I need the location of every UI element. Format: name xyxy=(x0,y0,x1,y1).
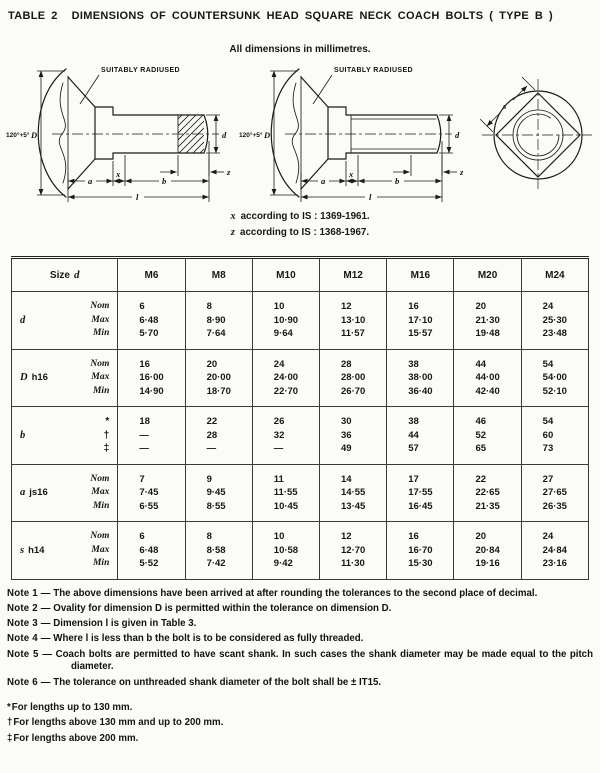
caption-z-var: z xyxy=(230,227,236,238)
technical-drawings xyxy=(0,55,600,209)
square-neck xyxy=(95,107,113,159)
value: 18 xyxy=(139,416,150,427)
sub-label: Max xyxy=(91,544,110,555)
shank-diameter-label: d xyxy=(455,130,460,140)
head-angle-label: 120°+5° xyxy=(6,132,30,139)
value: 7·42 xyxy=(206,558,226,569)
dim-x-label: x xyxy=(349,169,354,179)
value: 7 xyxy=(139,473,145,485)
value: — xyxy=(273,443,284,454)
value-cell xyxy=(118,522,185,580)
note-text: Where l is less than b the bolt is to be considered as fully threaded. xyxy=(53,633,364,645)
dim-l-label: l xyxy=(369,192,372,202)
value-cell xyxy=(185,292,252,350)
value: 24·84 xyxy=(542,544,567,556)
countersink-cone xyxy=(301,77,328,189)
value: 28·00 xyxy=(341,372,366,383)
value: 52·10 xyxy=(542,385,567,397)
sub-label: ‡ xyxy=(103,442,110,454)
value: 44 xyxy=(475,358,487,370)
note xyxy=(7,588,593,601)
row-var: s xyxy=(20,544,25,556)
caption-x xyxy=(0,211,600,222)
value: 44 xyxy=(408,429,419,441)
value: 6 xyxy=(139,531,145,542)
dim-b-label: b xyxy=(162,176,167,186)
value: 38 xyxy=(408,358,419,370)
value-cell xyxy=(118,292,185,350)
sub-label: Nom xyxy=(90,301,110,311)
row-var: d xyxy=(20,314,26,326)
value: 8·90 xyxy=(206,314,226,326)
col-header: M10 xyxy=(252,258,319,292)
table-row xyxy=(12,292,589,350)
value: 30 xyxy=(341,416,352,427)
value: 17·55 xyxy=(408,487,433,498)
footnote-text: For lengths up to 130 mm. xyxy=(11,701,133,713)
value-cell xyxy=(387,292,454,350)
value: 8·58 xyxy=(206,544,226,556)
value-cell xyxy=(454,407,521,465)
note xyxy=(7,649,593,675)
note-label: Note 5 — xyxy=(7,648,53,660)
footnote-mark: ‡ xyxy=(7,732,13,744)
row-label-cell xyxy=(12,522,118,580)
size-label: Size xyxy=(49,270,70,281)
value: 23·48 xyxy=(542,328,567,339)
value: 7·45 xyxy=(139,487,159,498)
value-cell xyxy=(521,407,588,465)
value: 54 xyxy=(542,358,554,370)
value: 14·55 xyxy=(341,487,366,498)
value: 15·57 xyxy=(408,328,433,339)
footnote-mark: * xyxy=(7,701,11,713)
notes-list xyxy=(7,588,593,690)
dim-s-label: s xyxy=(503,101,507,111)
value: 24 xyxy=(273,358,285,370)
row-label-cell xyxy=(12,407,118,465)
square-neck xyxy=(328,107,346,159)
value: 14 xyxy=(341,473,352,485)
row-tolerance: js16 xyxy=(29,487,48,499)
table-row xyxy=(12,464,589,522)
value-cell xyxy=(320,464,387,522)
value: 25·30 xyxy=(542,314,567,326)
value: 10 xyxy=(273,531,285,542)
row-tolerance: h14 xyxy=(28,544,45,556)
value: 38·00 xyxy=(408,372,433,383)
footnote-mark: † xyxy=(7,717,13,729)
value-cell xyxy=(521,349,588,407)
row-label-cell xyxy=(12,464,118,522)
shank-diameter-label: d xyxy=(222,130,227,140)
value: 38 xyxy=(408,416,419,427)
label-suitably-radiused: SUITABLY RADIUSED xyxy=(334,67,414,74)
table-title: DIMENSIONS OF COUNTERSUNK HEAD SQUARE NECK COACH BOLTS ( TYPE B ) xyxy=(71,10,553,22)
value: 11 xyxy=(273,473,284,485)
value: 21·30 xyxy=(475,314,500,326)
sub-label: Max xyxy=(91,314,110,325)
dim-a-label: a xyxy=(321,176,326,186)
value: 5·70 xyxy=(139,328,159,339)
note-text: Ovality for dimension D is permitted within the tolerance on dimension D. xyxy=(53,602,392,614)
sub-label: Nom xyxy=(90,473,110,484)
value: 16 xyxy=(408,531,419,542)
note-label: Note 1 — xyxy=(7,587,51,599)
value: 16·00 xyxy=(139,372,164,383)
dim-x-label: x xyxy=(116,169,121,179)
value: 6·48 xyxy=(139,314,159,326)
value: 10·45 xyxy=(273,500,299,512)
value-cell xyxy=(320,292,387,350)
value: 6 xyxy=(139,301,145,312)
value: 22 xyxy=(475,473,487,485)
dim-b-label: b xyxy=(395,176,400,186)
sub-label: † xyxy=(103,428,110,441)
caption-z-text: according to IS : 1368-1967. xyxy=(240,227,370,238)
value: 11·55 xyxy=(273,487,298,498)
value: 44·00 xyxy=(475,372,500,383)
value: 22·70 xyxy=(273,385,299,397)
page-title xyxy=(0,0,600,22)
footnote-text: For lengths above 200 mm. xyxy=(13,732,139,744)
row-var: a xyxy=(20,487,26,499)
col-header: M6 xyxy=(118,258,185,292)
value: 36·40 xyxy=(408,385,433,397)
value: 21·35 xyxy=(475,500,500,512)
value-cell xyxy=(387,464,454,522)
value: — xyxy=(139,443,149,454)
row-var: b xyxy=(20,429,26,441)
value-cell xyxy=(387,407,454,465)
sub-label: Max xyxy=(91,487,110,497)
note xyxy=(7,603,593,616)
value: 20 xyxy=(475,301,487,312)
label-suitably-radiused: SUITABLY RADIUSED xyxy=(101,67,181,74)
value: 20·84 xyxy=(475,544,500,556)
footnote xyxy=(7,731,593,747)
value: 13·45 xyxy=(341,500,366,512)
value: 49 xyxy=(341,443,352,454)
value-cell xyxy=(185,522,252,580)
value-cell xyxy=(320,522,387,580)
bolt-end-view xyxy=(472,65,594,191)
sub-label: Min xyxy=(92,500,110,511)
leader-line xyxy=(313,75,332,104)
leader-line xyxy=(80,75,99,104)
value-cell xyxy=(185,349,252,407)
note-label: Note 2 — xyxy=(7,602,51,614)
table-number: TABLE 2 xyxy=(8,10,58,22)
value: 5·52 xyxy=(139,558,159,569)
note-label: Note 4 — xyxy=(7,633,51,645)
value-cell xyxy=(252,522,319,580)
value: 10·58 xyxy=(273,544,299,556)
col-header-size xyxy=(12,258,118,292)
table-row xyxy=(12,522,589,580)
footnote xyxy=(7,715,593,731)
bolt-side-view-hatched xyxy=(6,59,238,211)
footnote-text: For lengths above 130 mm and up to 200 mm. xyxy=(13,717,224,729)
value: 6·55 xyxy=(139,500,159,512)
value: 8·55 xyxy=(206,500,226,512)
caption-x-var: x xyxy=(230,211,236,222)
value: 14·90 xyxy=(139,385,164,397)
value-cell xyxy=(454,292,521,350)
value: — xyxy=(206,443,217,454)
footnotes xyxy=(7,700,593,747)
footnote xyxy=(7,700,593,716)
value: 27·65 xyxy=(542,487,567,498)
value-cell xyxy=(320,407,387,465)
value: — xyxy=(139,429,149,441)
value: 16 xyxy=(139,358,150,370)
note xyxy=(7,633,593,646)
dim-z-label: z xyxy=(227,167,231,177)
value: 22 xyxy=(206,416,218,427)
value: 17·10 xyxy=(408,314,433,326)
value: 8 xyxy=(206,301,212,312)
value-cell xyxy=(118,349,185,407)
value: 20 xyxy=(475,531,487,542)
note-label: Note 3 — xyxy=(7,618,51,630)
value: 8 xyxy=(206,531,212,542)
caption-x-text: according to IS : 1369-1961. xyxy=(240,211,370,222)
value: 24 xyxy=(542,531,554,542)
value: 18·70 xyxy=(206,385,231,397)
value: 19·16 xyxy=(475,558,500,569)
dim-z-label: z xyxy=(460,167,464,177)
note-text: Coach bolts are permitted to have scant shank. In such cases the shank diameter may be made equal to the pitch diameter. xyxy=(55,648,593,673)
col-header: M20 xyxy=(454,258,521,292)
value: 26 xyxy=(273,416,285,427)
sub-label: * xyxy=(105,415,110,427)
value: 65 xyxy=(475,443,487,454)
head-diameter-label: D xyxy=(264,130,271,140)
sub-label: Nom xyxy=(90,358,110,369)
value: 20·00 xyxy=(206,372,231,383)
head-diameter-label: D xyxy=(31,130,38,140)
value: 46 xyxy=(475,416,487,427)
value: 27 xyxy=(542,473,554,485)
value: 22·65 xyxy=(475,487,500,498)
value: 12 xyxy=(341,531,352,542)
value-cell xyxy=(320,349,387,407)
value-cell xyxy=(118,464,185,522)
note xyxy=(7,677,593,690)
header-row xyxy=(12,258,589,292)
value-cell xyxy=(252,407,319,465)
value: 54 xyxy=(542,416,554,427)
note-text: The tolerance on unthreaded shank diameter of the bolt shall be ± IT15. xyxy=(53,676,382,688)
value: 9·45 xyxy=(206,487,226,498)
value-cell xyxy=(521,464,588,522)
caption-z xyxy=(0,227,600,238)
size-var: d xyxy=(73,269,80,281)
value: 28 xyxy=(206,429,218,441)
value: 10 xyxy=(273,301,285,312)
value-cell xyxy=(252,349,319,407)
centerlines xyxy=(482,79,592,189)
value: 12·70 xyxy=(341,544,366,556)
dimensions-table xyxy=(11,256,589,580)
value: 16 xyxy=(408,301,419,312)
note-text: Dimension l is given in Table 3. xyxy=(53,618,197,630)
note-label: Note 6 — xyxy=(7,676,51,688)
sub-label: Min xyxy=(92,385,110,396)
note-text: The above dimensions have been arrived at after rounding the tolerances to the second place of decimal. xyxy=(53,587,538,599)
bolt-side-view-threaded xyxy=(239,59,471,211)
value: 32 xyxy=(273,429,285,441)
value-cell xyxy=(454,464,521,522)
value: 16·70 xyxy=(408,544,433,556)
value-cell xyxy=(387,522,454,580)
dim-a-label: a xyxy=(88,176,93,186)
row-var: D xyxy=(20,372,28,384)
value: 7·64 xyxy=(206,328,226,339)
value: 54·00 xyxy=(542,372,567,383)
value: 9·64 xyxy=(273,328,293,339)
value: 36 xyxy=(341,429,352,441)
value: 42·40 xyxy=(475,385,500,397)
sub-label: Max xyxy=(91,372,110,382)
value: 52 xyxy=(475,429,487,441)
value: 6·48 xyxy=(139,544,159,556)
value-cell xyxy=(521,522,588,580)
table-row xyxy=(12,407,589,465)
figure-captions xyxy=(0,211,600,238)
head-angle-label: 120°+5° xyxy=(239,132,263,139)
value: 9 xyxy=(206,473,212,485)
value: 57 xyxy=(408,443,419,454)
value: 15·30 xyxy=(408,558,433,569)
col-header: M24 xyxy=(521,258,588,292)
value-cell xyxy=(454,522,521,580)
sub-label: Nom xyxy=(90,531,110,541)
note xyxy=(7,618,593,631)
col-header: M12 xyxy=(320,258,387,292)
value-cell xyxy=(252,464,319,522)
value-cell xyxy=(185,464,252,522)
sub-label: Min xyxy=(92,328,110,338)
sub-label: Min xyxy=(92,558,110,568)
value: 10·90 xyxy=(273,314,299,326)
value-cell xyxy=(185,407,252,465)
row-tolerance: h16 xyxy=(31,372,48,384)
value: 12 xyxy=(341,301,352,312)
units-note: All dimensions in millimetres. xyxy=(229,44,371,55)
value: 11·30 xyxy=(341,558,365,569)
value: 24·00 xyxy=(273,372,299,383)
value-cell xyxy=(252,292,319,350)
row-label-cell xyxy=(12,292,118,350)
value: 73 xyxy=(542,443,554,454)
value: 23·16 xyxy=(542,558,567,569)
value-cell xyxy=(387,349,454,407)
col-header: M16 xyxy=(387,258,454,292)
value-cell xyxy=(454,349,521,407)
table-row xyxy=(12,349,589,407)
value: 28 xyxy=(341,358,352,370)
value: 9·42 xyxy=(273,558,293,569)
value: 16·45 xyxy=(408,500,433,512)
dim-l-label: l xyxy=(136,192,139,202)
value-cell xyxy=(521,292,588,350)
value: 26·35 xyxy=(542,500,567,512)
value: 26·70 xyxy=(341,385,366,397)
value: 11·57 xyxy=(341,328,365,339)
value-cell xyxy=(118,407,185,465)
value: 60 xyxy=(542,429,554,441)
value: 13·10 xyxy=(341,314,366,326)
value: 24 xyxy=(542,301,554,312)
col-header: M8 xyxy=(185,258,252,292)
row-label-cell xyxy=(12,349,118,407)
value: 17 xyxy=(408,473,419,485)
value: 19·48 xyxy=(475,328,500,339)
value: 20 xyxy=(206,358,218,370)
countersink-cone xyxy=(68,77,95,189)
